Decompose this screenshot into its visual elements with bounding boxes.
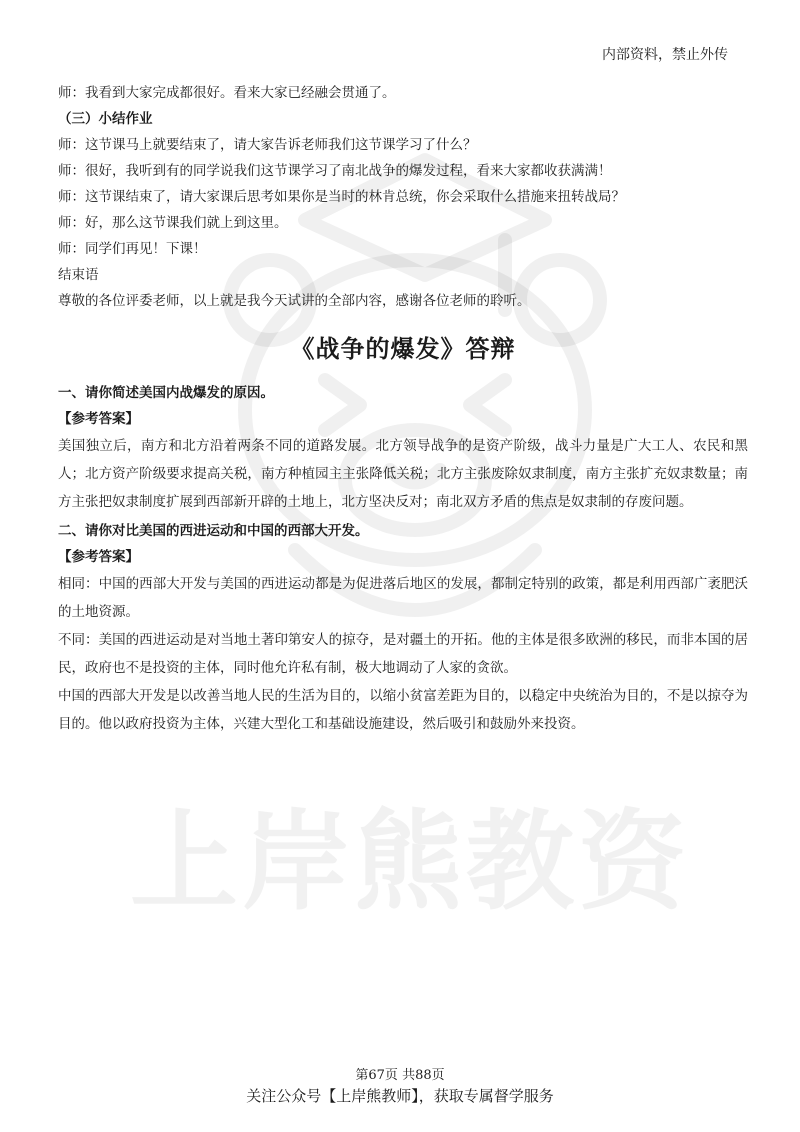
defense-title: 《战争的爆发》答辩 (290, 334, 516, 363)
question-2: 二、请你对比美国的西进运动和中国的西部大开发。 (58, 523, 369, 539)
page-footer (0, 1066, 800, 1106)
question-1: 一、请你简述美国内战爆发的原因。 (58, 385, 274, 401)
answer-paragraph: 相同：中国的西部大开发与美国的西进运动都是为促进落后地区的发展，都制定特别的政策，都是利用西部广袤肥沃的土地资源。 (58, 576, 748, 620)
teacher-line: 师：同学们再见！下课！ (58, 241, 207, 257)
closing-remark: 尊敬的各位评委老师，以上就是我今天试讲的全部内容，感谢各位老师的聆听。 (58, 293, 531, 309)
promo-text: 关注公众号【上岸熊教师】，获取专属督学服务 (246, 1087, 554, 1105)
confidential-note: 内部资料，禁止外传 (602, 47, 728, 63)
teacher-line: 师：我看到大家完成都很好。看来大家已经融会贯通了。 (58, 85, 396, 101)
teacher-line: 师：这节课结束了，请大家课后思考如果你是当时的林肯总统，你会采取什么措施来扭转战局？ (58, 189, 625, 205)
teacher-line: 师：这节课马上就要结束了，请大家告诉老师我们这节课学习了什么？ (58, 137, 477, 153)
teacher-line: 师：好，那么这节课我们就上到这里。 (58, 215, 288, 231)
answer-paragraph: 不同：美国的西进运动是对当地土著印第安人的掠夺，是对疆土的开拓。他的主体是很多欧洲的移民，而非本国的居民，政府也不是投资的主体，同时他允许私有制，极大地调动了人家的贪欲。 (58, 632, 748, 676)
answer-paragraph: 中国的西部大开发是以改善当地人民的生活为目的，以缩小贫富差距为目的，以稳定中央统治为目的，不是以掠夺为目的。他以政府投资为主体，兴建大型化工和基础设施建设，然后吸引和鼓励外来投资。 (58, 688, 748, 732)
section-heading: （三）小结作业 (58, 111, 153, 127)
brand-watermark: 上岸熊教资 (130, 800, 691, 925)
closing-label: 结束语 (58, 267, 99, 283)
answer-paragraph: 美国独立后，南方和北方沿着两条不同的道路发展。北方领导战争的是资产阶级，战斗力量是广大工人、农民和黑人；北方资产阶级要求提高关税，南方种植园主主张降低关税；北方主张废除奴隶制度，南方主张扩充奴隶数量；南方主张把奴隶制度扩展到西部新开辟的土地上，北方坚决反对；南北双方矛盾的焦点是奴隶制的存废问题。 (58, 438, 748, 510)
teacher-line: 师：很好，我听到有的同学说我们这节课学习了南北战争的爆发过程，看来大家都收获满满！ (58, 163, 612, 179)
document-body (58, 80, 748, 738)
page-number: 第67页 共88页 (355, 1068, 445, 1083)
answer-tag: 【参考答案】 (58, 549, 139, 565)
answer-tag: 【参考答案】 (58, 411, 139, 427)
